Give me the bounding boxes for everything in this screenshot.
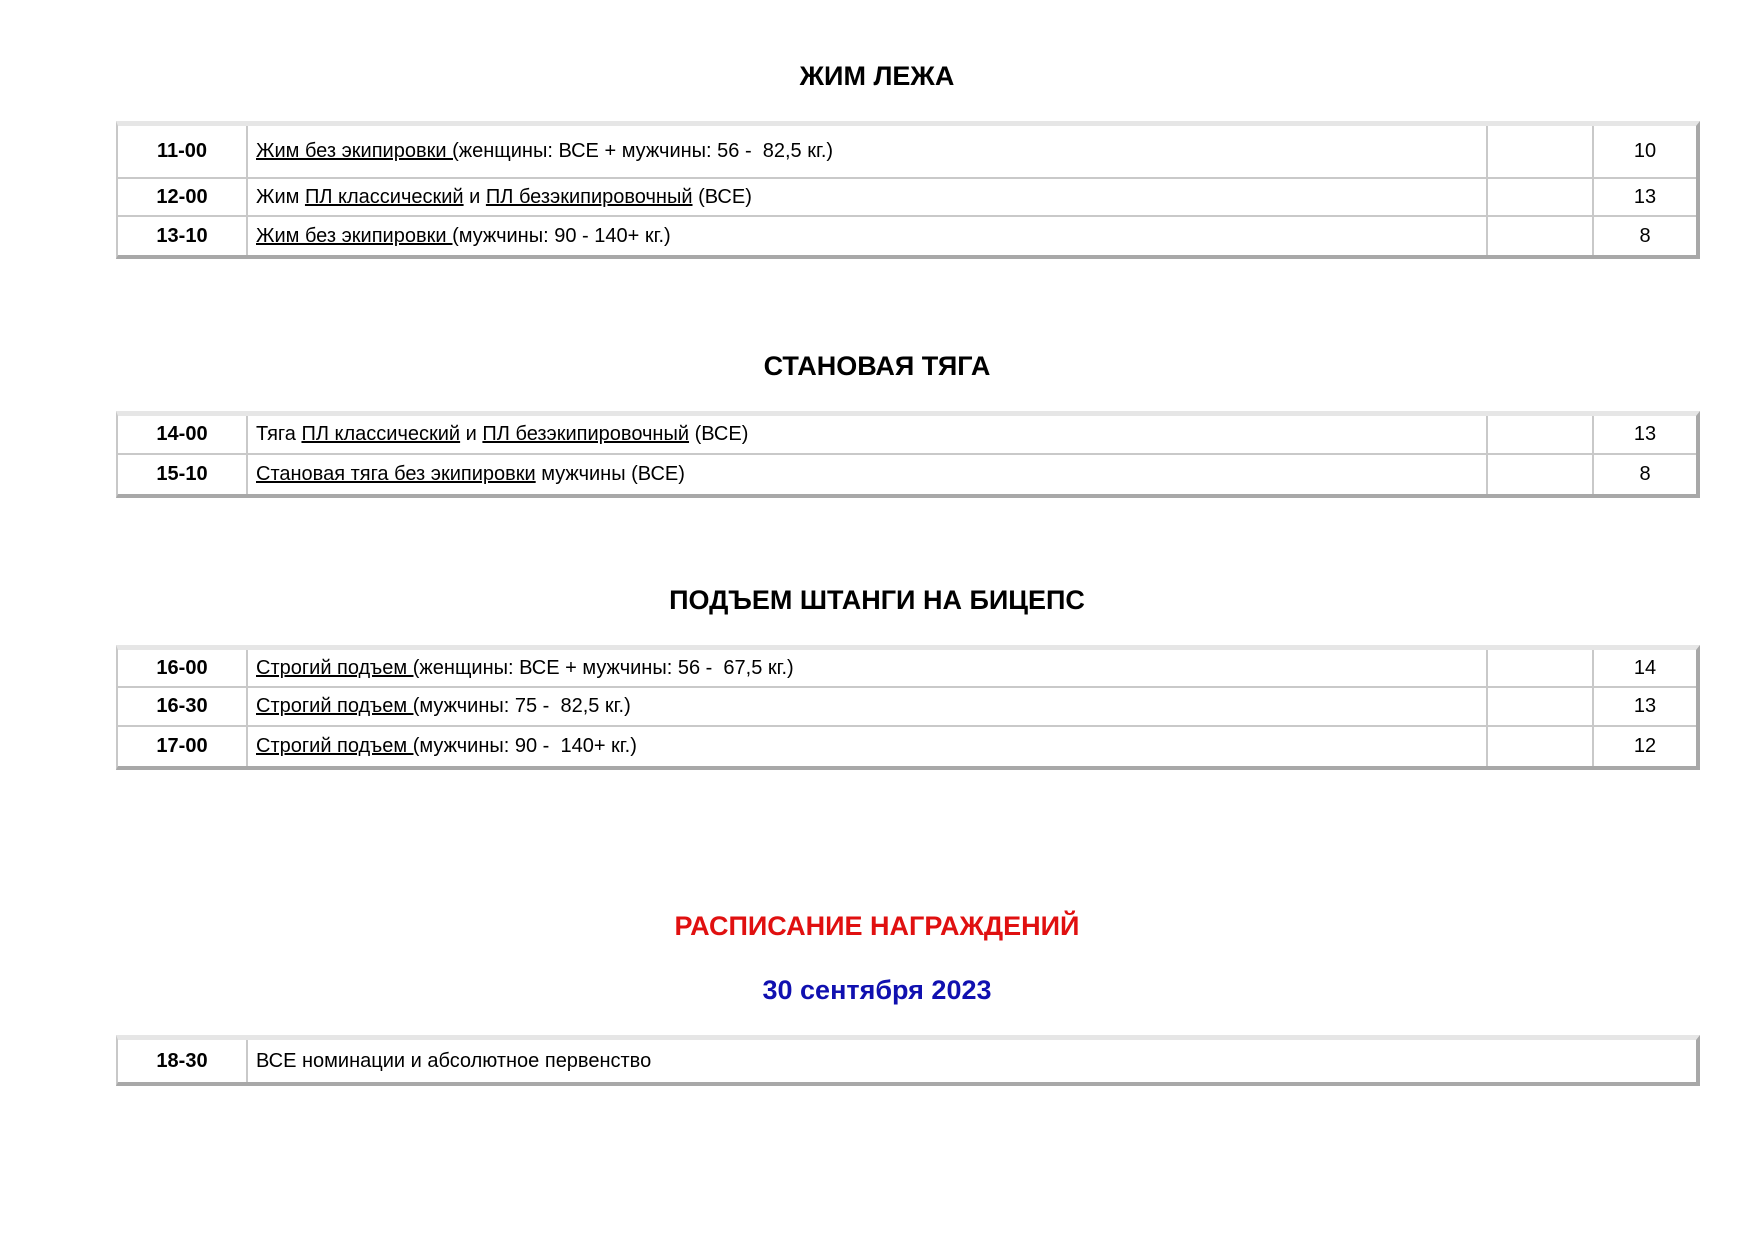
table-row <box>118 416 1696 455</box>
table-row <box>118 727 1696 766</box>
table-row <box>118 179 1696 217</box>
section-title-biceps-curl: ПОДЪЕМ ШТАНГИ НА БИЦЕПС <box>669 585 1085 615</box>
empty-cell <box>1488 416 1594 455</box>
count-cell: 14 <box>1594 650 1696 688</box>
event-text: мужчины: 90 - 140+ кг.) <box>458 224 671 247</box>
event-cell <box>248 217 1488 255</box>
time-cell: 18-30 <box>118 1040 248 1082</box>
table-row <box>118 650 1696 688</box>
table-row <box>118 688 1696 727</box>
count-cell: 10 <box>1594 126 1696 179</box>
event-text: женщины: ВСЕ + мужчины: 56 - 82,5 кг.) <box>458 140 834 162</box>
event-text-underlined: ПЛ классический <box>304 185 464 208</box>
event-text: (ВСЕ) <box>689 423 749 445</box>
awards-title: РАСПИСАНИЕ НАГРАЖДЕНИЙ <box>674 911 1080 941</box>
event-text-underlined: Жим без экипировки ( <box>256 224 459 247</box>
time-cell: 15-10 <box>118 455 248 494</box>
empty-cell <box>1488 727 1594 766</box>
event-text: мужчины: 75 - 82,5 кг.) <box>419 695 631 717</box>
event-text-underlined: ПЛ безэкипировочный <box>485 185 693 208</box>
event-text: женщины: ВСЕ + мужчины: 56 - 67,5 кг.) <box>419 656 794 679</box>
event-cell <box>248 416 1488 455</box>
empty-cell <box>1488 126 1594 179</box>
count-cell: 13 <box>1594 688 1696 727</box>
time-cell: 16-30 <box>118 688 248 727</box>
awards-date: 30 сентября 2023 <box>762 975 992 1005</box>
event-cell: ВСЕ номинации и абсолютное первенство <box>256 1049 652 1072</box>
time-cell: 11-00 <box>118 126 248 179</box>
event-text: (ВСЕ) <box>692 185 752 208</box>
empty-cell <box>1488 179 1594 217</box>
section-title-bench-press: ЖИМ ЛЕЖА <box>799 61 955 91</box>
empty-cell <box>1488 688 1594 727</box>
count-cell: 8 <box>1639 463 1651 485</box>
event-text-underlined: ПЛ классический <box>301 423 461 445</box>
event-text: и <box>463 185 486 208</box>
event-text-underlined: ПЛ безэкипировочный <box>482 423 690 445</box>
table-row <box>118 1040 1696 1082</box>
table-row <box>118 217 1696 255</box>
event-text: Тяга <box>256 423 302 445</box>
event-text-underlined: Строгий подъем ( <box>256 656 420 679</box>
table-row <box>118 126 1696 179</box>
event-cell <box>248 650 1488 688</box>
count-cell: 13 <box>1594 416 1696 455</box>
count-cell: 8 <box>1639 224 1651 247</box>
event-text: мужчины: 90 - 140+ кг.) <box>419 735 637 757</box>
event-cell <box>248 727 1488 766</box>
schedule-table-biceps-curl <box>116 645 1700 770</box>
event-cell <box>248 688 1488 727</box>
schedule-table-deadlift <box>116 411 1700 498</box>
event-text: Жим <box>256 185 305 208</box>
event-cell <box>248 179 1488 217</box>
event-text: мужчины (ВСЕ) <box>535 463 685 485</box>
time-cell: 13-10 <box>118 217 248 255</box>
event-cell <box>248 455 1488 494</box>
awards-table <box>116 1035 1700 1086</box>
table-row <box>118 455 1696 494</box>
empty-cell <box>1488 217 1594 255</box>
event-text-underlined: Строгий подъем ( <box>256 735 420 757</box>
time-cell: 12-00 <box>118 179 248 217</box>
section-title-deadlift: СТАНОВАЯ ТЯГА <box>763 351 991 381</box>
time-cell: 17-00 <box>118 727 248 766</box>
event-text: и <box>460 423 483 445</box>
count-cell: 13 <box>1594 179 1696 217</box>
schedule-table-bench-press <box>116 121 1700 259</box>
count-cell: 12 <box>1633 735 1657 757</box>
event-text-underlined: Становая тяга без экипировки <box>256 463 536 485</box>
time-cell: 16-00 <box>118 650 248 688</box>
event-text-underlined: Строгий подъем ( <box>256 695 420 717</box>
empty-cell <box>1488 650 1594 688</box>
empty-cell <box>1488 455 1594 494</box>
event-text-underlined: Жим без экипировки ( <box>256 140 459 162</box>
event-cell <box>248 126 1488 179</box>
time-cell: 14-00 <box>118 416 248 455</box>
